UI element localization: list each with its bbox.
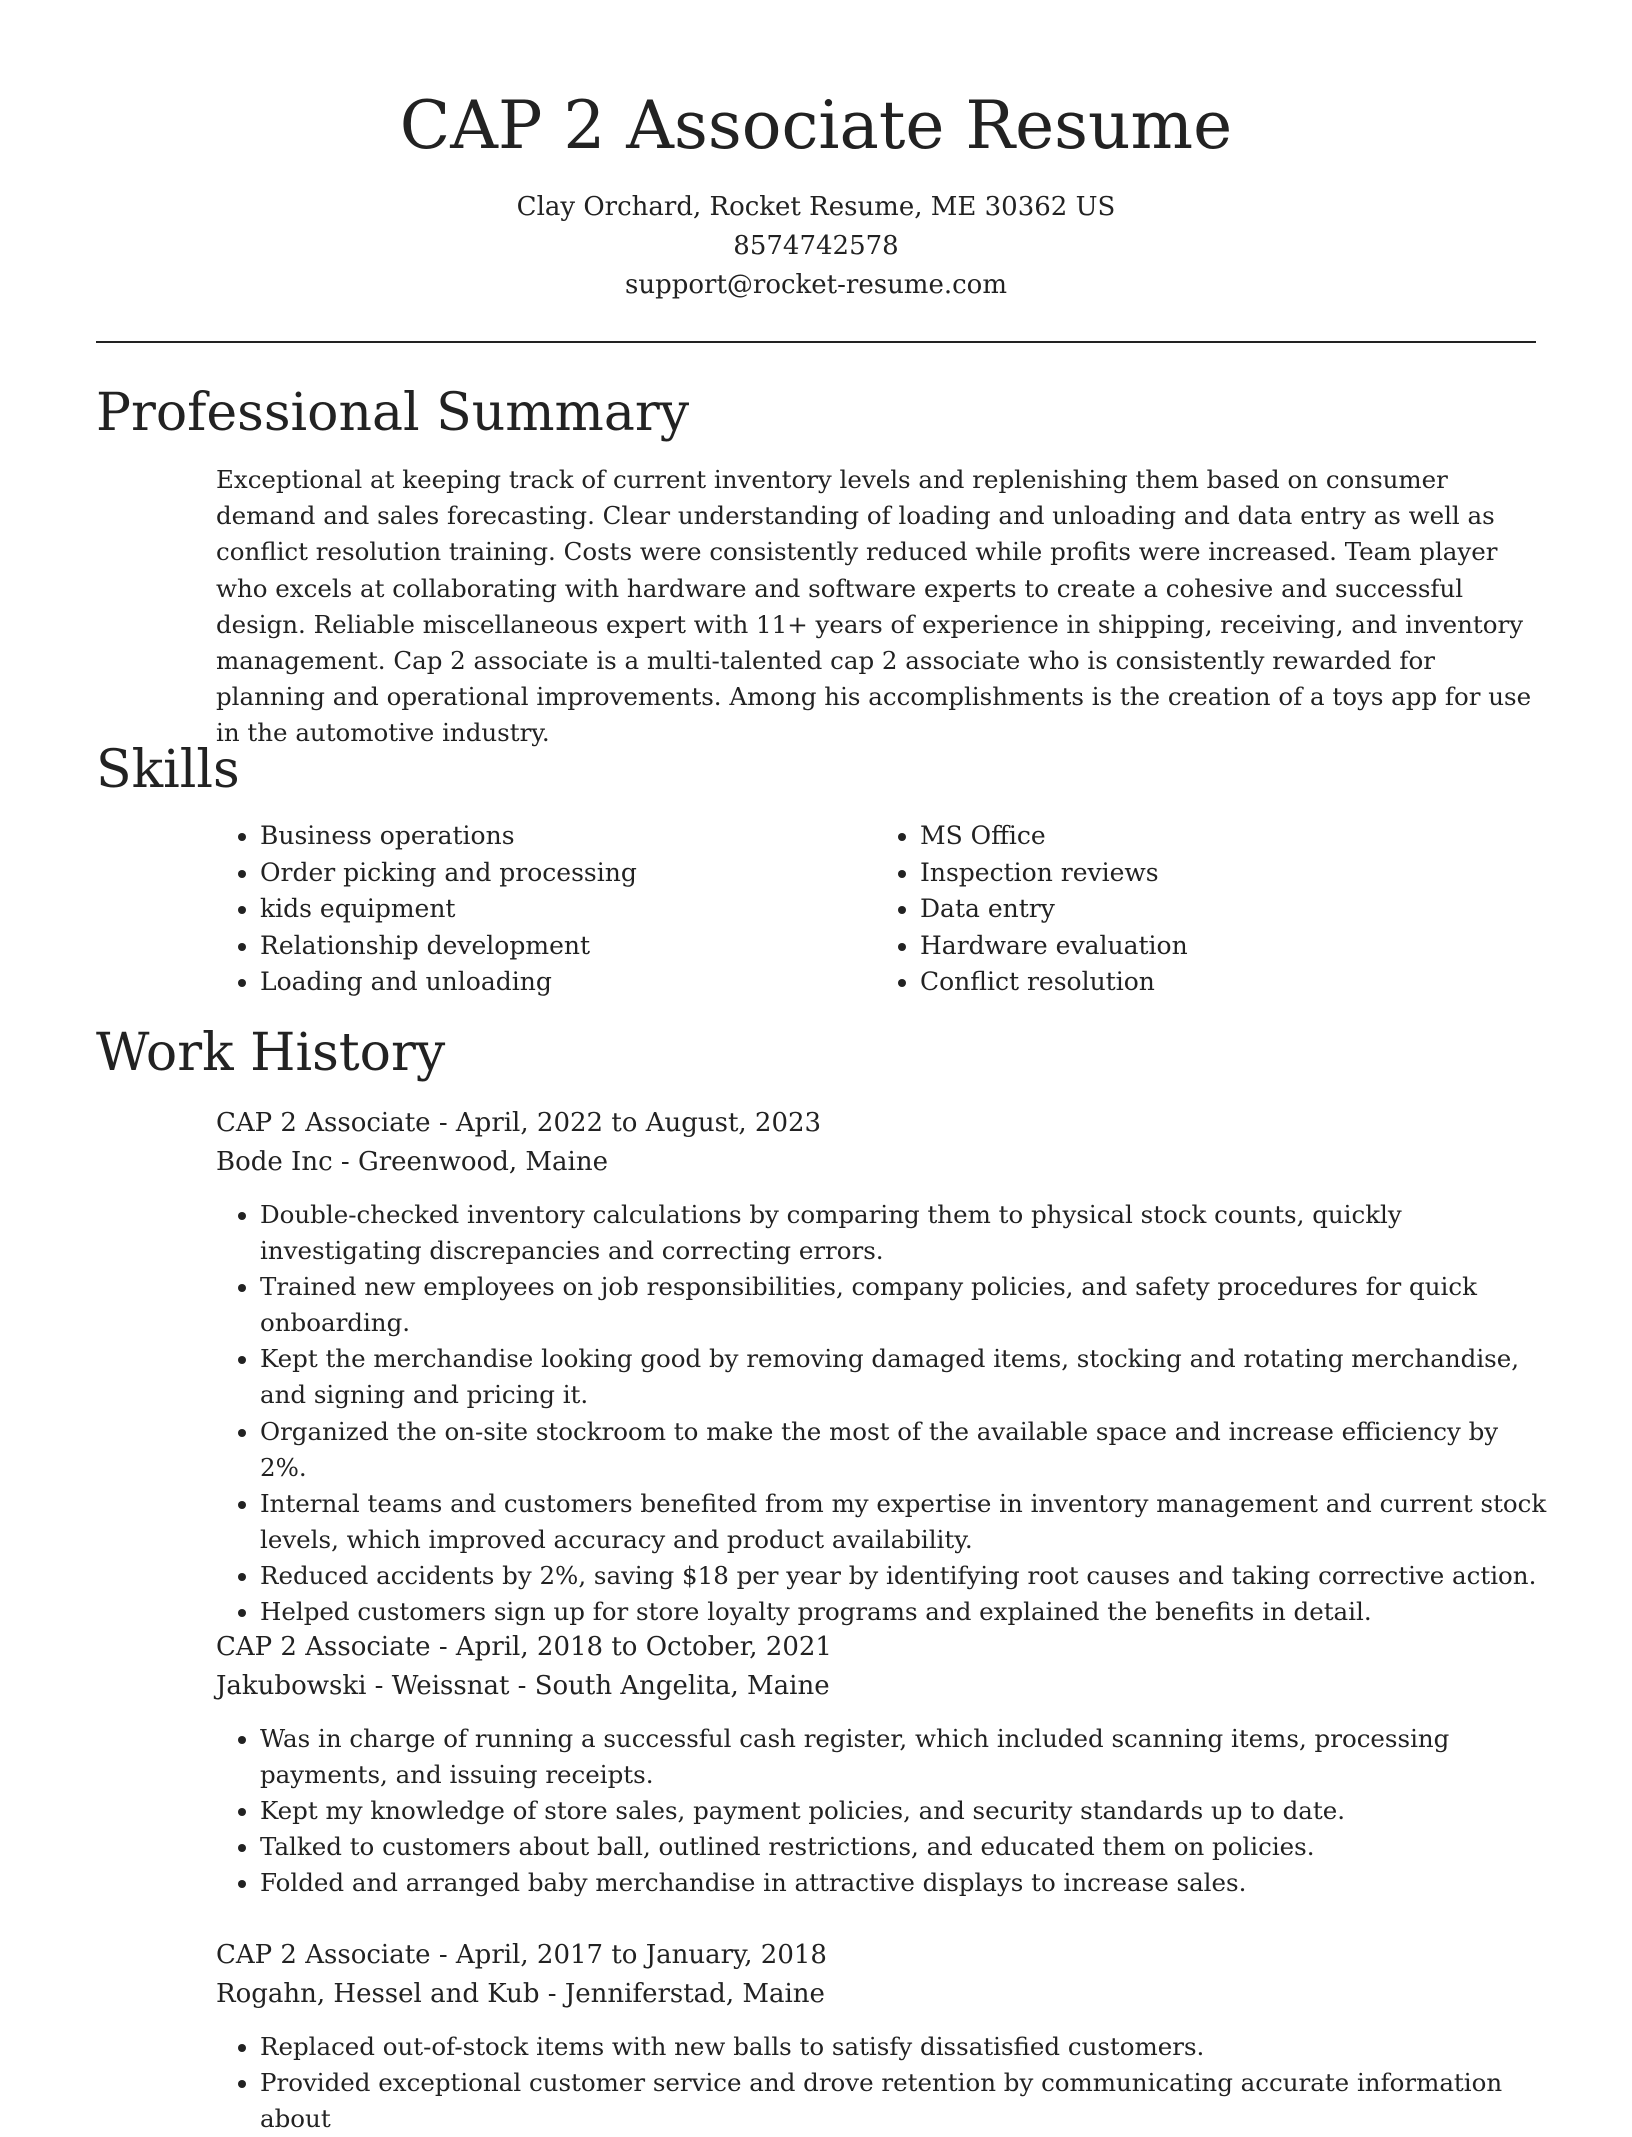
skill-item: • Order picking and processing (260, 855, 876, 892)
skill-item: • Conflict resolution (920, 964, 1536, 1001)
job-entry (216, 1104, 1547, 1630)
skill-item: • MS Office (920, 818, 1536, 855)
skill-item: • Business operations (260, 818, 876, 855)
job-title-line (216, 1628, 1536, 1667)
job-entry (216, 1628, 1536, 1901)
job-company: Rogahn, Hessel and Kub (216, 1979, 540, 2009)
job-company-line (216, 1975, 1536, 2014)
job-bullet: • Kept my knowledge of store sales, payment policies, and security standards up to date. (260, 1793, 1550, 1829)
job-bullet: • Talked to customers about ball, outlined restrictions, and educated them on policies. (260, 1829, 1550, 1865)
summary-heading: Professional Summary (96, 383, 690, 443)
job-company-line (216, 1143, 1536, 1182)
job-bullet: • Kept the merchandise looking good by removing damaged items, stocking and rotating merchandise, and signing and pricing it. (260, 1341, 1550, 1413)
resume-header (0, 0, 1632, 305)
job-bullet: • Was in charge of running a successful cash register, which included scanning items, processing payments, and issuing receipts. (260, 1721, 1550, 1793)
job-bullet: • Organized the on-site stockroom to make the most of the available space and increase efficiency by 2%. (260, 1414, 1550, 1486)
job-bullet: • Replaced out-of-stock items with new balls to satisfy dissatisfied customers. (260, 2029, 1550, 2065)
job-entry (216, 1936, 1536, 2137)
contact-address: Clay Orchard, Rocket Resume, ME 30362 US (516, 192, 1116, 222)
contact-phone: 8574742578 (733, 231, 899, 261)
job-company: Bode Inc (216, 1147, 333, 1177)
job-company-line (216, 1667, 1536, 1706)
job-title-line (216, 1104, 1536, 1143)
job-bullet: • Trained new employees on job responsibilities, company policies, and safety procedures for quick onboarding. (260, 1269, 1550, 1341)
job-bullet: • Folded and arranged baby merchandise in attractive displays to increase sales. (260, 1865, 1550, 1901)
job-bullets (216, 1197, 1550, 1630)
job-title: CAP 2 Associate (216, 1108, 431, 1138)
job-bullets (216, 2029, 1550, 2137)
job-location: - South Angelita, Maine (509, 1671, 830, 1701)
skill-item: • Data entry (920, 891, 1536, 928)
skills-list (216, 818, 1536, 1001)
skills-heading: Skills (96, 740, 240, 800)
summary-text: Exceptional at keeping track of current inventory levels and replenishing them based on consumer demand and sales forecasting. Clear understanding of loading and unloading and data entry as well as conflict resolution training. Costs were consistently reduced while profits were increased. Team player who excels at collaborating with hardware and software experts to create a cohesive and successful design. Reliable miscellaneous expert with 11+ years of experience in shipping, receiving, and inventory management. Cap 2 associate is a multi-talented cap 2 associate who is consistently rewarded for planning and operational improvements. Among his accomplishments is the creation of a toys app for use in the automotive industry. (216, 465, 1532, 748)
skill-item: • Hardware evaluation (920, 928, 1536, 965)
skills-column-left (216, 818, 876, 1001)
job-bullet: • Internal teams and customers benefited from my expertise in inventory management and current stock levels, which improved accuracy and product availability. (260, 1486, 1550, 1558)
skill-item: • Relationship development (260, 928, 876, 965)
job-dates: - April, 2017 to January, 2018 (430, 1940, 827, 1970)
resume-title: CAP 2 Associate Resume (399, 87, 1233, 164)
skill-item: • Loading and unloading (260, 964, 876, 1001)
job-bullet: • Provided exceptional customer service and drove retention by communicating accurate information about (260, 2065, 1550, 2137)
skill-item: • kids equipment (260, 891, 876, 928)
contact-email: support@rocket-resume.com (624, 270, 1007, 300)
skill-item: • Inspection reviews (920, 855, 1536, 892)
work-history-heading: Work History (96, 1023, 446, 1083)
job-title-line (216, 1936, 1536, 1975)
job-location: - Jenniferstad, Maine (539, 1979, 825, 2009)
job-bullet: • Reduced accidents by 2%, saving $18 per year by identifying root causes and taking corrective action. (260, 1558, 1550, 1594)
job-bullet: • Double-checked inventory calculations by comparing them to physical stock counts, quickly investigating discrepancies and correcting errors. (260, 1197, 1550, 1269)
contact-block (0, 188, 1632, 305)
job-title: CAP 2 Associate (216, 1940, 431, 1970)
header-divider (96, 341, 1536, 343)
job-location: - Greenwood, Maine (332, 1147, 608, 1177)
job-bullets (216, 1721, 1550, 1901)
job-title: CAP 2 Associate (216, 1632, 431, 1662)
job-bullet: • Helped customers sign up for store loyalty programs and explained the benefits in detail. (260, 1594, 1550, 1630)
job-dates: - April, 2022 to August, 2023 (430, 1108, 822, 1138)
skills-column-right (876, 818, 1536, 1001)
job-company: Jakubowski - Weissnat (216, 1671, 510, 1701)
job-dates: - April, 2018 to October, 2021 (430, 1632, 832, 1662)
